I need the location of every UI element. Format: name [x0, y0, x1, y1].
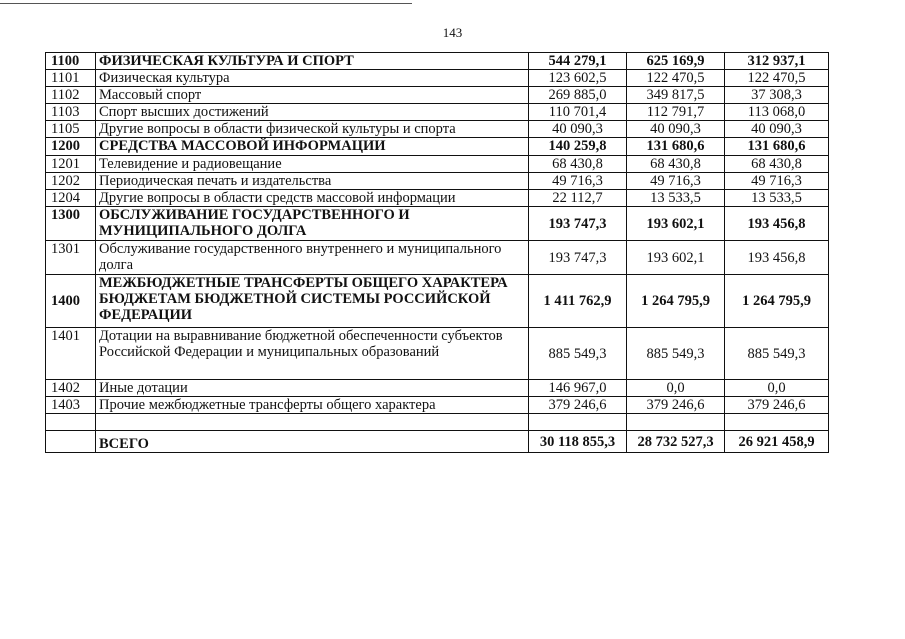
row-value-3: 113 068,0 [725, 104, 829, 121]
row-value-1: 193 747,3 [529, 241, 627, 275]
row-name: Периодическая печать и издательства [96, 173, 529, 190]
table-row [46, 70, 829, 87]
row-code: 1200 [46, 138, 96, 156]
row-value-2: 40 090,3 [627, 121, 725, 138]
row-name: Физическая культура [96, 70, 529, 87]
row-name: Телевидение и радиовещание [96, 156, 529, 173]
row-value-3: 1 264 795,9 [725, 275, 829, 328]
table-row [46, 275, 829, 328]
row-value-2: 112 791,7 [627, 104, 725, 121]
table-row [46, 241, 829, 275]
row-value-1: 68 430,8 [529, 156, 627, 173]
row-value-1: 544 279,1 [529, 53, 627, 70]
row-value-3: 0,0 [725, 380, 829, 397]
row-value-2: 13 533,5 [627, 190, 725, 207]
row-value-3: 37 308,3 [725, 87, 829, 104]
row-name: СРЕДСТВА МАССОВОЙ ИНФОРМАЦИИ [96, 138, 529, 156]
row-value-1: 1 411 762,9 [529, 275, 627, 328]
row-code: 1301 [46, 241, 96, 275]
row-name: Спорт высших достижений [96, 104, 529, 121]
table-row [46, 156, 829, 173]
row-value-3: 68 430,8 [725, 156, 829, 173]
row-value-3: 49 716,3 [725, 173, 829, 190]
row-code [46, 431, 96, 453]
row-value-1: 379 246,6 [529, 397, 627, 414]
row-name: Массовый спорт [96, 87, 529, 104]
row-value-3 [725, 414, 829, 431]
row-value-1: 885 549,3 [529, 328, 627, 380]
row-code: 1101 [46, 70, 96, 87]
row-code: 1402 [46, 380, 96, 397]
table-row [46, 173, 829, 190]
row-value-2 [627, 414, 725, 431]
row-value-2: 122 470,5 [627, 70, 725, 87]
row-code: 1401 [46, 328, 96, 380]
row-name: Другие вопросы в области физической культуры и спорта [96, 121, 529, 138]
row-code: 1102 [46, 87, 96, 104]
row-value-2: 49 716,3 [627, 173, 725, 190]
row-value-2: 28 732 527,3 [627, 431, 725, 453]
row-code: 1400 [46, 275, 96, 328]
row-value-1: 269 885,0 [529, 87, 627, 104]
table-row [46, 87, 829, 104]
table-row [46, 380, 829, 397]
row-value-1: 40 090,3 [529, 121, 627, 138]
row-code: 1300 [46, 207, 96, 241]
row-code: 1403 [46, 397, 96, 414]
row-name: ФИЗИЧЕСКАЯ КУЛЬТУРА И СПОРТ [96, 53, 529, 70]
row-name: МЕЖБЮДЖЕТНЫЕ ТРАНСФЕРТЫ ОБЩЕГО ХАРАКТЕРА БЮДЖЕТАМ БЮДЖЕТНОЙ СИСТЕМЫ РОССИЙСКОЙ ФЕДЕРАЦИИ [96, 275, 529, 328]
table-row [46, 53, 829, 70]
row-value-2: 0,0 [627, 380, 725, 397]
table-row-empty [46, 414, 829, 431]
row-value-1: 22 112,7 [529, 190, 627, 207]
row-value-3: 131 680,6 [725, 138, 829, 156]
row-code: 1103 [46, 104, 96, 121]
table-row [46, 397, 829, 414]
row-value-1 [529, 414, 627, 431]
table-row [46, 138, 829, 156]
budget-table [45, 52, 829, 453]
row-value-2: 131 680,6 [627, 138, 725, 156]
table-row-total [46, 431, 829, 453]
table-row [46, 121, 829, 138]
row-code: 1201 [46, 156, 96, 173]
row-code: 1100 [46, 53, 96, 70]
row-value-2: 68 430,8 [627, 156, 725, 173]
row-value-1: 193 747,3 [529, 207, 627, 241]
row-value-2: 193 602,1 [627, 207, 725, 241]
row-value-3: 312 937,1 [725, 53, 829, 70]
row-name [96, 414, 529, 431]
row-value-1: 30 118 855,3 [529, 431, 627, 453]
row-value-3: 379 246,6 [725, 397, 829, 414]
row-value-2: 379 246,6 [627, 397, 725, 414]
row-value-3: 885 549,3 [725, 328, 829, 380]
row-name: ВСЕГО [96, 431, 529, 453]
row-value-3: 13 533,5 [725, 190, 829, 207]
row-name: Другие вопросы в области средств массовой информации [96, 190, 529, 207]
row-name: ОБСЛУЖИВАНИЕ ГОСУДАРСТВЕННОГО И МУНИЦИПАЛЬНОГО ДОЛГА [96, 207, 529, 241]
row-code: 1204 [46, 190, 96, 207]
row-value-2: 885 549,3 [627, 328, 725, 380]
row-value-3: 40 090,3 [725, 121, 829, 138]
table-row [46, 328, 829, 380]
table-row [46, 104, 829, 121]
row-name: Дотации на выравнивание бюджетной обеспеченности субъектов Российской Федерации и муниципальных образований [96, 328, 529, 380]
row-value-2: 625 169,9 [627, 53, 725, 70]
row-name: Иные дотации [96, 380, 529, 397]
table-row [46, 190, 829, 207]
row-value-1: 49 716,3 [529, 173, 627, 190]
row-value-3: 26 921 458,9 [725, 431, 829, 453]
row-code [46, 414, 96, 431]
row-code: 1105 [46, 121, 96, 138]
table-row [46, 207, 829, 241]
page-number: 143 [442, 25, 463, 40]
row-value-3: 193 456,8 [725, 207, 829, 241]
row-value-1: 110 701,4 [529, 104, 627, 121]
row-value-1: 123 602,5 [529, 70, 627, 87]
row-value-3: 193 456,8 [725, 241, 829, 275]
row-value-2: 193 602,1 [627, 241, 725, 275]
row-value-1: 146 967,0 [529, 380, 627, 397]
row-value-2: 349 817,5 [627, 87, 725, 104]
row-name: Прочие межбюджетные трансферты общего характера [96, 397, 529, 414]
row-value-2: 1 264 795,9 [627, 275, 725, 328]
row-value-3: 122 470,5 [725, 70, 829, 87]
row-name: Обслуживание государственного внутреннего и муниципального долга [96, 241, 529, 275]
row-code: 1202 [46, 173, 96, 190]
row-value-1: 140 259,8 [529, 138, 627, 156]
top-rule [0, 3, 412, 4]
